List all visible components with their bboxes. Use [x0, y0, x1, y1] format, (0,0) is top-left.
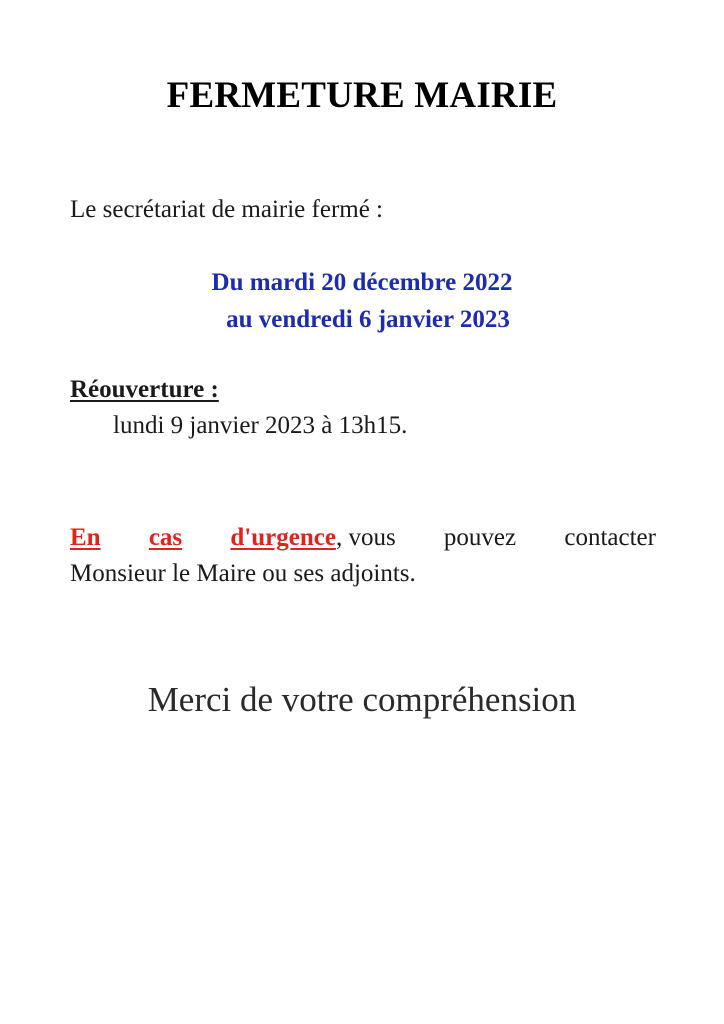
emergency-text-word: pouvez: [443, 524, 517, 551]
reopening-label: Réouverture :: [70, 376, 219, 403]
closure-dates: [0, 264, 724, 338]
notice-title: FERMETURE MAIRIE: [166, 75, 558, 116]
emergency-label-word: cas: [148, 524, 183, 551]
emergency-line-2: Monsieur le Maire ou ses adjoints.: [70, 560, 416, 587]
emergency-label-word: En: [70, 524, 101, 551]
emergency-notice: [70, 520, 656, 592]
thanks-message: Merci de votre compréhension: [147, 680, 577, 719]
closure-start-date: Du mardi 20 décembre 2022: [211, 269, 513, 296]
emergency-line-1: [70, 520, 656, 556]
intro-text: Le secrétariat de mairie fermé :: [70, 196, 384, 223]
emergency-label-group: [230, 520, 395, 556]
emergency-label-word: d'urgence: [230, 524, 336, 551]
emergency-text-word: contacter: [564, 524, 656, 551]
closure-end-date: au vendredi 6 janvier 2023: [226, 306, 510, 333]
reopening-date: lundi 9 janvier 2023 à 13h15.: [113, 412, 408, 439]
emergency-text-word: , vous: [335, 524, 396, 551]
